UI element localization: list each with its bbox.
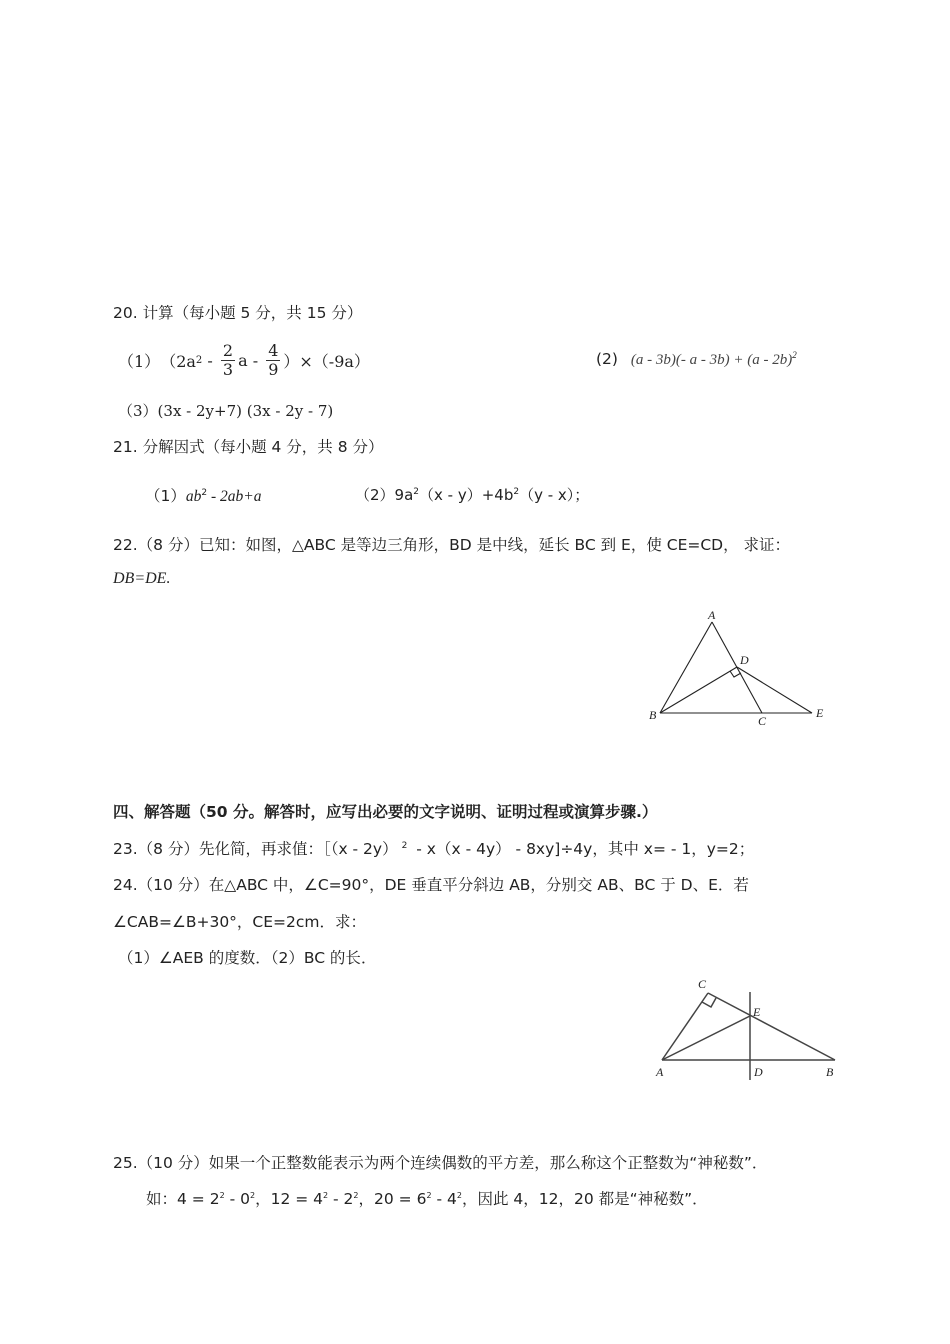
q20-part3: （3）(3x - 2y+7) (3x - 2y - 7) — [118, 402, 334, 420]
q25-sup6: 2 — [456, 1190, 462, 1200]
q25-line2 — [146, 1187, 708, 1209]
q24-label-c: C — [698, 977, 707, 991]
q21-p2-label: （2）9a — [355, 486, 414, 504]
q25-sup3: 2 — [323, 1190, 329, 1200]
q24-figure — [650, 970, 850, 1085]
q21-p2-tail: （y - x）； — [519, 486, 590, 504]
q24-side-ac — [662, 993, 708, 1060]
q20-p1-mid: a - — [238, 350, 264, 370]
q20-heading: 20. 计算（每小题 5 分，共 15 分） — [113, 304, 363, 322]
q21-p1-sup: 2 — [201, 487, 208, 498]
q24-label-a: A — [656, 1065, 664, 1079]
q22-side-ab — [660, 622, 712, 713]
q22-text: 22.（8 分）已知：如图，△ABC 是等边三角形，BD 是中线，延长 BC 到 E，使 CE=CD， 求证： — [113, 536, 791, 554]
q22-label-a: A — [708, 608, 716, 622]
q20-p2-expr: (a - 3b)(- a - 3b) + (a - 2b) — [630, 352, 793, 369]
q21-p1-a: ab — [185, 488, 202, 505]
q25-l2-g: ，因此 4，12，20 都是“神秘数”． — [461, 1190, 708, 1208]
q25-l2-b: - 0 — [224, 1190, 250, 1208]
q21-part2 — [355, 484, 589, 505]
q24-side-cb — [708, 993, 835, 1060]
q23-sup: 2 — [401, 840, 408, 851]
q22-segment-de — [737, 667, 812, 713]
section-4-heading: 四、解答题（50 分。解答时，应写出必要的文字说明、证明过程或演算步骤.） — [113, 803, 658, 821]
q24-line2: ∠CAB=∠B+30°，CE=2cm．求： — [113, 913, 367, 931]
q22-text2: DB=DE. — [113, 570, 171, 587]
q25-sup1: 2 — [219, 1190, 225, 1200]
q23-text-b: - x（x - 4y） - 8xy]÷4y，其中 x= - 1，y=2； — [411, 840, 755, 858]
q24-label-e: E — [753, 1005, 761, 1019]
q25-l2-f: - 4 — [431, 1190, 457, 1208]
q25-sup5: 2 — [426, 1190, 432, 1200]
q24-label-d: D — [754, 1065, 763, 1079]
q24-segment-ae — [662, 1016, 750, 1060]
q20-p1-tail: ）×（-9a） — [283, 351, 370, 371]
q24-line3: （1）∠AEB 的度数．（2）BC 的长． — [118, 949, 377, 967]
q20-p1-label: （1） — [118, 351, 161, 371]
q22-label-e: E — [816, 706, 824, 720]
q22-median-bd — [660, 667, 737, 713]
q25-l2-e: ，20 = 6 — [358, 1190, 427, 1208]
q21-p2-sup1: 2 — [413, 487, 420, 497]
q25-line1: 25.（10 分）如果一个正整数能表示为两个连续偶数的平方差，那么称这个正整数为“神秘数”． — [113, 1154, 768, 1172]
q21-p1-b: - 2ab+a — [207, 488, 262, 505]
q21-p2-sup2: 2 — [513, 487, 520, 497]
q25-l2-a: 如：4 = 2 — [146, 1190, 220, 1208]
q21-heading: 21. 分解因式（每小题 4 分，共 8 分） — [113, 438, 384, 456]
q20-p2-sup: 2 — [792, 350, 797, 360]
q21-part1 — [145, 484, 261, 506]
q22-label-d: D — [740, 653, 749, 667]
q20-p1-expr-a: （2a — [160, 351, 196, 371]
q20-p1-sup: 2 — [195, 354, 203, 366]
q21-p2-mid: （x - y）+4b — [419, 486, 514, 504]
q23-text-a: 23.（8 分）先化简，再求值：［（x - 2y） — [113, 840, 398, 858]
q20-p1-frac2: $\frac{4}{9}$ — [268, 340, 279, 379]
q24-label-b: B — [826, 1065, 834, 1079]
q20-part2 — [596, 350, 797, 369]
q25-l2-d: - 2 — [328, 1190, 354, 1208]
q20-p1-minus: - — [202, 350, 218, 370]
q20-p2-label: (2) — [596, 350, 618, 369]
q22-figure — [640, 605, 840, 735]
q25-sup2: 2 — [249, 1190, 256, 1200]
q20-part1 — [118, 338, 370, 382]
q22-label-b: B — [649, 708, 657, 722]
q25-l2-c: ，12 = 4 — [255, 1190, 324, 1208]
q25-sup4: 2 — [353, 1190, 359, 1200]
q24-line1: 24.（10 分）在△ABC 中，∠C=90°，DE 垂直平分斜边 AB，分别交 AB、BC 于 D、E．若 — [113, 876, 749, 894]
q23-text — [113, 837, 754, 859]
q22-label-c: C — [758, 714, 767, 728]
q21-p1-label: （1） — [145, 487, 186, 505]
q20-p1-frac1: $\frac{2}{3}$ — [222, 340, 234, 379]
